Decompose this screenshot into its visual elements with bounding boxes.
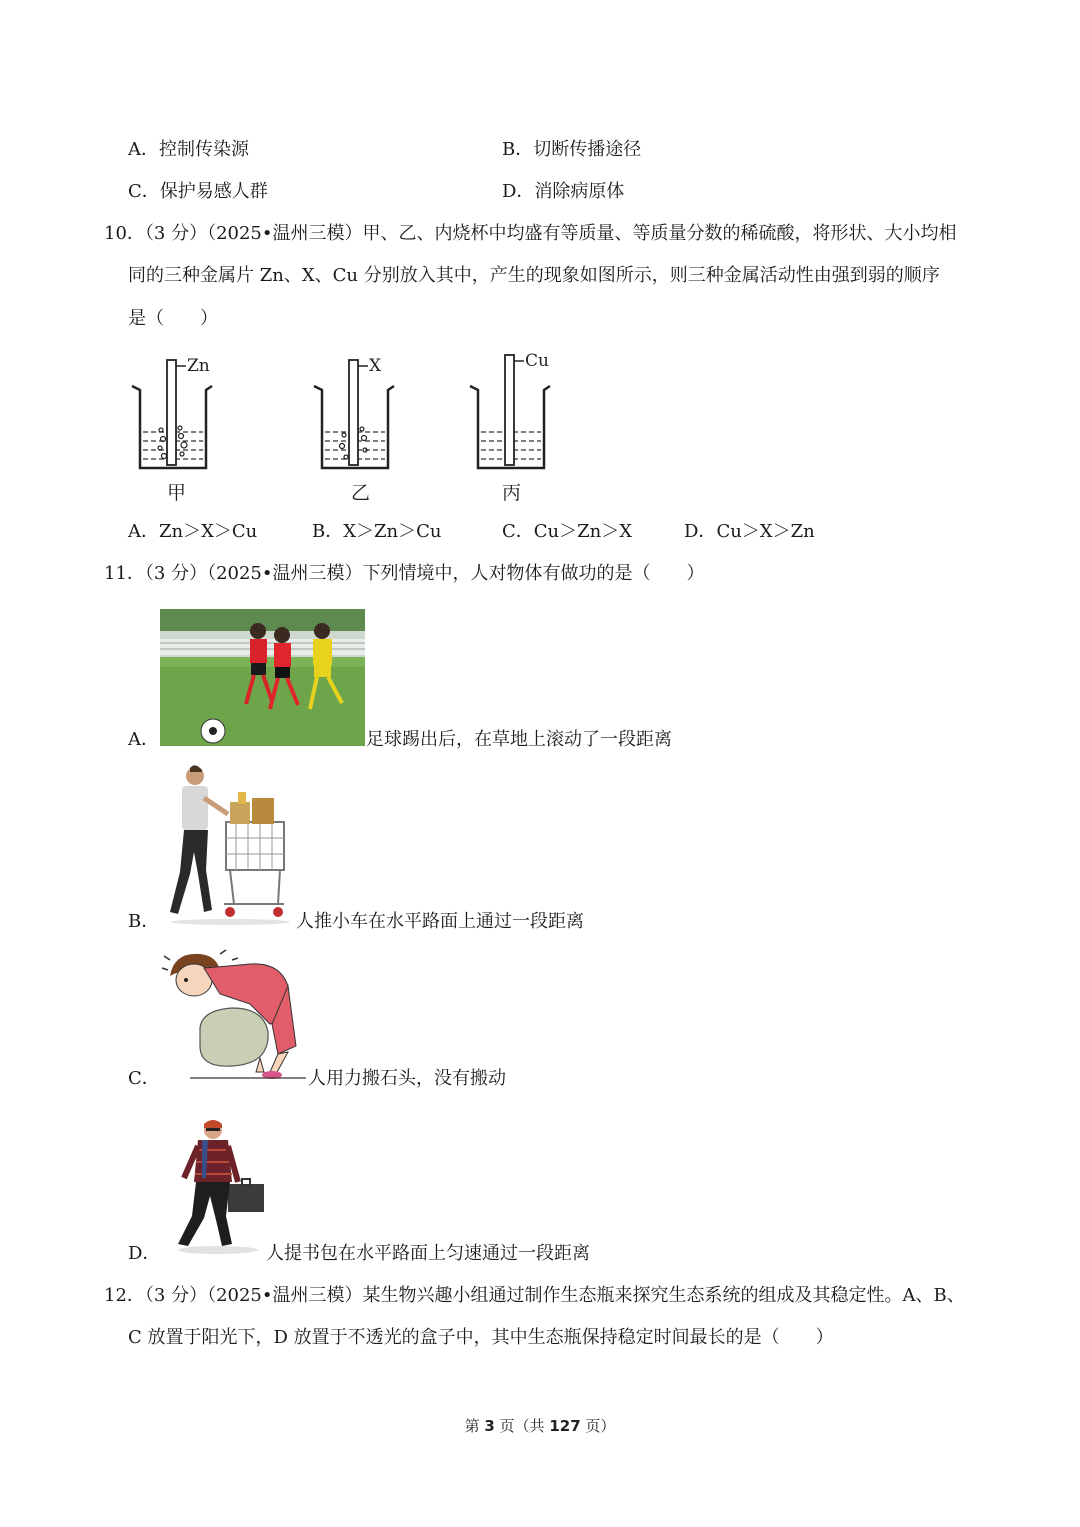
q9-option-b: [502, 138, 641, 162]
metal-label: X: [369, 356, 382, 376]
option-text: X＞Zn＞Cu: [343, 521, 442, 542]
option-letter: D．: [684, 521, 717, 542]
q11-option-b-letter: B．: [128, 911, 160, 932]
footer-mid: 页（共: [494, 1417, 550, 1435]
q10-option-b: [312, 520, 442, 544]
footer-suffix: 页）: [580, 1417, 616, 1435]
q9-option-c: [128, 180, 268, 204]
beaker-label: 乙: [351, 482, 371, 504]
q11-option-d-text: 人提书包在水平路面上匀速通过一段距离: [266, 1243, 590, 1264]
beaker-x-diagram: [308, 350, 408, 475]
q10-stem-line2: 同的三种金属片 Zn、X、Cu 分别放入其中，产生的现象如图所示，则三种金属活动性由强到弱的顺序: [128, 265, 940, 286]
q10-stem-line3: 是（ ）: [128, 308, 218, 329]
q11-option-c-letter: C．: [128, 1068, 160, 1089]
option-letter: A．: [128, 139, 159, 160]
woman-lifting-rock-illustration: [160, 946, 308, 1084]
beaker-figure-bing: [464, 350, 564, 510]
beaker-figure-yi: [308, 350, 408, 510]
footer-page-number: 3: [484, 1417, 495, 1435]
man-pushing-shopping-cart-photo: [160, 762, 295, 927]
option-letter: B．: [502, 139, 534, 160]
q11-option-a-letter: A．: [128, 729, 159, 750]
q10-option-c: [502, 520, 632, 544]
option-text: Cu＞Zn＞X: [533, 521, 633, 542]
option-letter: C．: [128, 181, 160, 202]
q9-option-d: [502, 180, 624, 204]
q12-stem-line2: C 放置于阳光下，D 放置于不透光的盒子中，其中生态瓶保持稳定时间最长的是（ ）: [128, 1327, 834, 1348]
kids-playing-soccer-photo: [160, 609, 365, 746]
q11-option-b-text: 人推小车在水平路面上通过一段距离: [296, 911, 584, 932]
option-letter: D．: [502, 181, 535, 202]
footer-prefix: 第: [464, 1417, 485, 1435]
q9-option-a: [128, 138, 249, 162]
beaker-label: 丙: [502, 482, 522, 504]
footer-total-pages: 127: [549, 1417, 581, 1435]
q12-stem-line1: 12．（3 分）（2025•温州三模）某生物兴趣小组通过制作生态瓶来探究生态系统的组成及其稳定性。A、B、: [104, 1285, 965, 1306]
q10-option-d: [684, 520, 815, 544]
option-letter: B．: [312, 521, 344, 542]
option-letter: C．: [502, 521, 534, 542]
q11-option-a-text: 足球踢出后，在草地上滚动了一段距离: [366, 729, 672, 750]
beaker-label: 甲: [167, 482, 187, 504]
q11-stem: 11．（3 分）（2025•温州三模）下列情境中，人对物体有做功的是（ ）: [104, 563, 705, 584]
q11-option-c-text: 人用力搬石头，没有搬动: [308, 1068, 506, 1089]
metal-label: Cu: [525, 351, 549, 371]
q11-option-d-letter: D．: [128, 1243, 161, 1264]
option-text: 切断传播途径: [533, 139, 642, 160]
q10-stem-line1: 10．（3 分）（2025•温州三模）甲、乙、内烧杯中均盛有等质量、等质量分数的稀硫酸，将形状、大小均相: [104, 223, 957, 244]
page-footer: [0, 1415, 1080, 1436]
man-carrying-briefcase-photo: [168, 1116, 268, 1256]
option-text: Zn＞X＞Cu: [159, 521, 258, 542]
option-letter: A．: [128, 521, 159, 542]
option-text: 保护易感人群: [159, 181, 268, 202]
option-text: 消除病原体: [534, 181, 625, 202]
option-text: 控制传染源: [159, 139, 249, 160]
beaker-zn-diagram: [126, 350, 226, 475]
option-text: Cu＞X＞Zn: [716, 521, 815, 542]
q10-option-a: [128, 520, 257, 544]
beaker-cu-diagram: [464, 350, 564, 475]
metal-label: Zn: [187, 356, 210, 376]
beaker-figure-jia: [126, 350, 226, 510]
